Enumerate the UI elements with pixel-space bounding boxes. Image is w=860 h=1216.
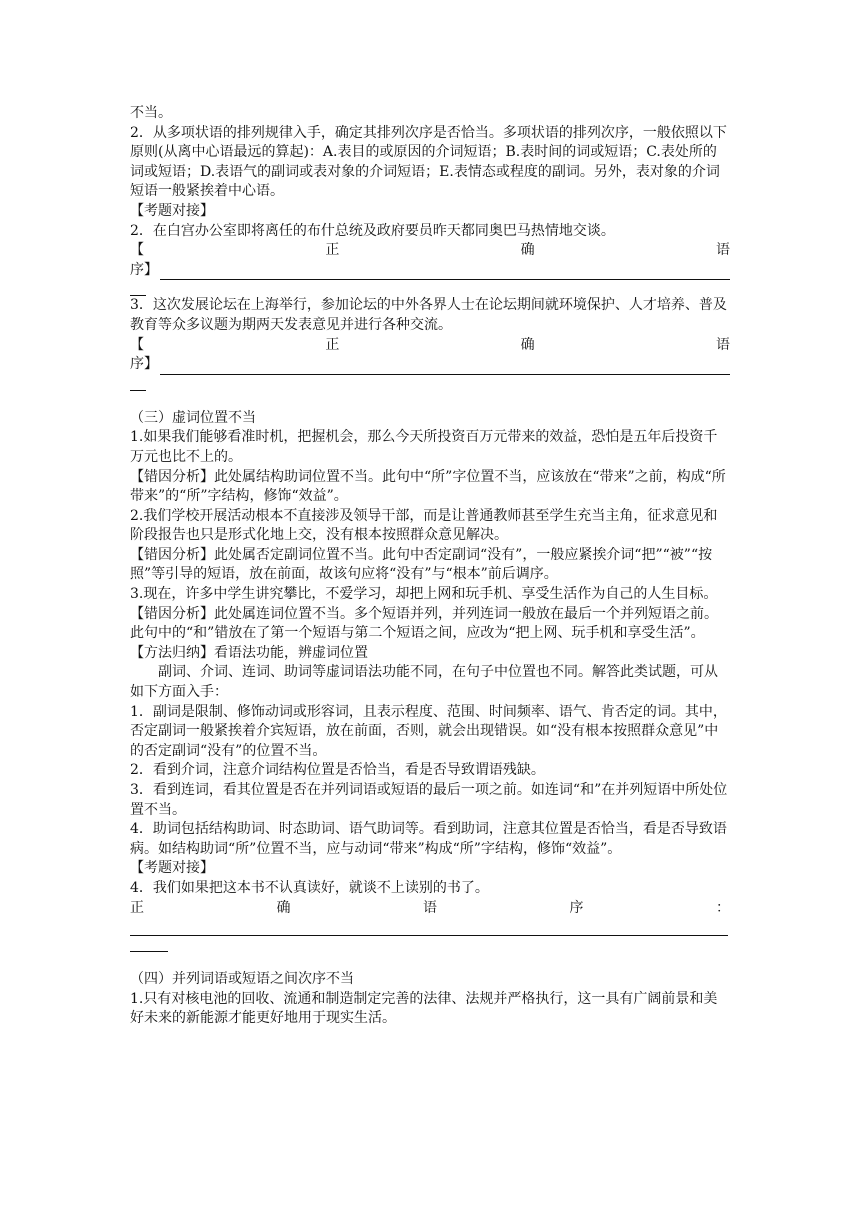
method-intro: 副词、介词、连词、助词等虚词语法功能不同，在句子中位置也不同。解答此类试题，可从如下方面入手： — [130, 664, 718, 701]
question: 4．我们如果把这本书不认真读好，就谈不上读别的书了。 — [130, 879, 489, 896]
answer-line[interactable]: 序】 — [130, 261, 730, 281]
question: 2．在白宫办公室即将离任的布什总统及政府要员昨天都同奥巴马热情地交谈。 — [130, 222, 615, 239]
text-line: 不当。 — [130, 105, 172, 121]
error-analysis: 【错因分析】此处属连词位置不当。多个短语并列，并列连词一般放在最后一个并列短语之前。此句中的“和”错放在了第一个短语与第二个短语之间，应改为“把上网、玩手机和享受生活”。 — [130, 605, 718, 642]
example: 2.我们学校开展活动根本不直接涉及领导干部，而是让普通教师甚至学生充当主角，征求意见和阶段报告也只是形式化地上交，没有根本按照群众意见解决。 — [130, 507, 718, 544]
method-item: 2．看到介词，注意介词结构位置是否恰当，看是否导致谓语残缺。 — [130, 762, 545, 779]
document-page — [130, 104, 730, 1029]
error-analysis: 【错因分析】此处属结构助词位置不当。此句中“所”字位置不当，应该放在“带来”之前，构成“所带来”的“所”字结构，修饰“效益”。 — [130, 468, 726, 505]
method-title: 【方法归纳】看语法功能，辨虚词位置 — [130, 644, 368, 661]
section-heading: （四）并列词语或短语之间次序不当 — [130, 971, 354, 988]
answer-prompt-row: 正 确 语 序 ： — [130, 899, 730, 916]
answer-prompt-row: 【 正 确 语 — [130, 336, 730, 353]
example: 1.如果我们能够看准时机，把握机会，那么今天所投资百万元带来的效益，恐怕是五年后投资千万元也比不上的。 — [130, 429, 718, 465]
section-label: 【考题对接】 — [130, 202, 214, 219]
example: 1.只有对核电池的回收、流通和制造制定完善的法律、法规并严格执行，这一具有广阔前景和美好未来的新能源才能更好地用于现实生活。 — [130, 990, 718, 1027]
method-item: 1．副词是限制、修饰动词或形容词，且表示程度、范围、时间频率、语气、肯否定的词。其中，否定副词一般紧挨着介宾短语，放在前面，否则，就会出现错误。如“没有根本按照群众意见”中的否定副词“没有”的位置不当。 — [130, 703, 727, 759]
error-analysis: 【错因分析】此处属否定副词位置不当。此句中否定副词“没有”，一般应紧挨介词“把”“被”“按照”等引导的短语，放在前面，故该句应将“没有”与“根本”前后调序。 — [130, 546, 713, 583]
answer-line-continuation — [130, 936, 168, 952]
answer-line-continuation — [130, 375, 146, 391]
section-heading: （三）虚词位置不当 — [130, 409, 256, 426]
method-item: 3．看到连词，看其位置是否在并列词语或短语的最后一项之前。如连词“和”在并列短语中所处位置不当。 — [130, 782, 728, 818]
paragraph: 2．从多项状语的排列规律入手，确定其排列次序是否恰当。多项状语的排列次序，一般依照以下原则(从离中心语最远的算起)：A.表目的或原因的介词短语；B.表时间的词或短语；C.表处所的词或短语；D.表语气的副词或表对象的介词短语；E.表情态或程度的副词。另外，表对象的介词短语一般紧挨着中心语。 — [130, 124, 727, 200]
answer-prompt-row: 【 正 确 语 — [130, 242, 730, 259]
example: 3.现在，许多中学生讲究攀比，不爱学习，却把上网和玩手机、享受生活作为自己的人生目标。 — [130, 586, 718, 603]
answer-line-continuation — [130, 280, 146, 296]
section-label: 【考题对接】 — [130, 860, 214, 877]
question: 3．这次发展论坛在上海举行，参加论坛的中外各界人士在论坛期间就环境保护、人才培养、普及教育等众多议题为期两天发表意见并进行各种交流。 — [130, 297, 727, 333]
answer-line[interactable]: 序】 — [130, 355, 730, 375]
answer-line[interactable] — [130, 918, 728, 936]
method-item: 4．助词包括结构助词、时态助词、语气助词等。看到助词，注意其位置是否恰当，看是否导致语病。如结构助词“所”位置不当，应与动词“带来”构成“所”字结构，修饰“效益”。 — [130, 821, 727, 857]
